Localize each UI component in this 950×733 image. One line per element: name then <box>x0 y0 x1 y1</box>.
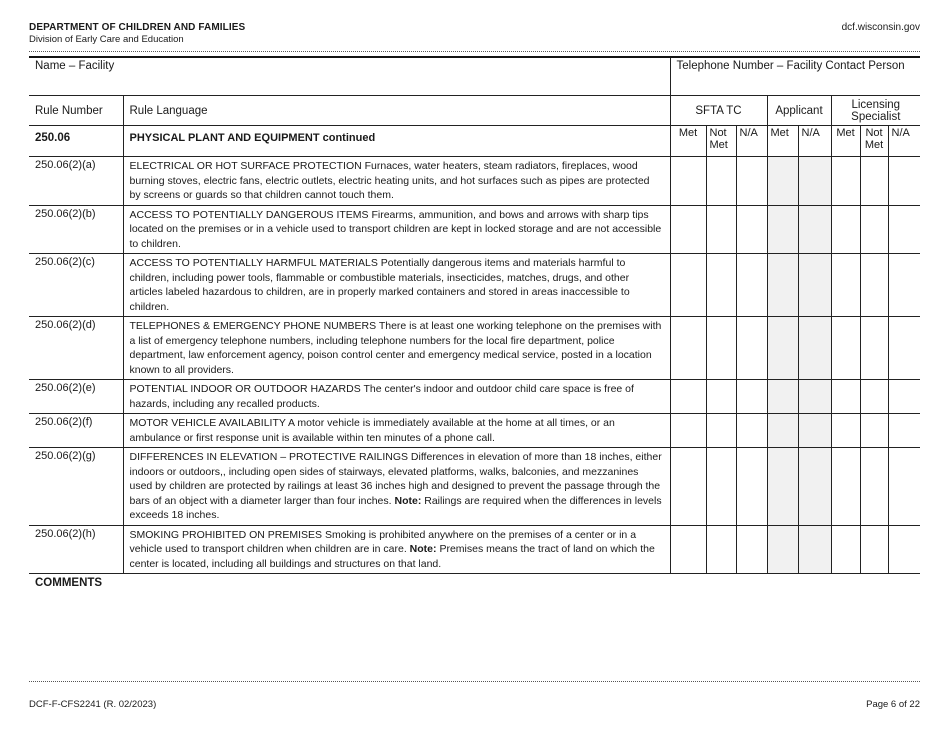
licensing-not-met-checkbox[interactable] <box>860 317 888 380</box>
rule-language <box>123 317 670 380</box>
sfta-met-checkbox[interactable] <box>670 414 706 448</box>
sfta-na-checkbox[interactable] <box>736 317 767 380</box>
sfta-met-checkbox[interactable] <box>670 254 706 317</box>
rule-language <box>123 205 670 254</box>
rule-language <box>123 157 670 206</box>
applicant-na-checkbox[interactable] <box>798 380 831 414</box>
rule-text: MOTOR VEHICLE AVAILABILITY A motor vehicle is immediately available at the home at all times, or an ambulance or first response unit is available within ten minutes of a phone call. <box>129 417 615 444</box>
sfta-met-checkbox[interactable] <box>670 317 706 380</box>
licensing-na-subheader: N/A <box>888 126 920 157</box>
applicant-met-checkbox[interactable] <box>767 448 798 526</box>
applicant-met-checkbox[interactable] <box>767 205 798 254</box>
applicant-met-checkbox[interactable] <box>767 157 798 206</box>
sfta-not-met-checkbox[interactable] <box>706 414 736 448</box>
rule-number: 250.06(2)(h) <box>29 525 123 574</box>
sfta-not-met-checkbox[interactable] <box>706 380 736 414</box>
applicant-na-checkbox[interactable] <box>798 317 831 380</box>
applicant-met-checkbox[interactable] <box>767 414 798 448</box>
rule-number: 250.06(2)(e) <box>29 380 123 414</box>
note-text: Railings are required when the differences in levels exceeds 18 inches. <box>129 494 662 521</box>
applicant-na-checkbox[interactable] <box>798 525 831 574</box>
rule-text: SMOKING PROHIBITED ON PREMISES Smoking is prohibited anywhere on the premises of a center or in a vehicle used to transport children when children are in care. <box>129 528 637 555</box>
sfta-not-met-checkbox[interactable] <box>706 205 736 254</box>
section-number: 250.06 <box>29 126 123 157</box>
sfta-met-subheader: Met <box>670 126 706 157</box>
rule-number: 250.06(2)(a) <box>29 157 123 206</box>
agency-name: DEPARTMENT OF CHILDREN AND FAMILIES <box>29 22 246 33</box>
rule-row <box>29 414 920 448</box>
rule-checklist-table <box>29 56 920 592</box>
website-link[interactable]: dcf.wisconsin.gov <box>841 22 920 33</box>
rule-row <box>29 254 920 317</box>
sfta-not-met-checkbox[interactable] <box>706 525 736 574</box>
licensing-not-met-checkbox[interactable] <box>860 157 888 206</box>
rule-language <box>123 380 670 414</box>
facility-name-field[interactable] <box>29 57 670 96</box>
rule-text: ACCESS TO POTENTIALLY DANGEROUS ITEMS Firearms, ammunition, and bows and arrows with sharp tips located on the premises or in a vehicle used to transport children are kept in locked storage and are not accessible to children. <box>129 208 662 250</box>
licensing-not-met-checkbox[interactable] <box>860 448 888 526</box>
sfta-met-checkbox[interactable] <box>670 525 706 574</box>
page-number: Page 6 of 22 <box>866 699 920 710</box>
licensing-met-checkbox[interactable] <box>831 254 860 317</box>
applicant-na-checkbox[interactable] <box>798 414 831 448</box>
sfta-na-checkbox[interactable] <box>736 157 767 206</box>
rule-language-header: Rule Language <box>123 96 670 126</box>
telephone-field[interactable] <box>670 57 920 96</box>
licensing-met-checkbox[interactable] <box>831 317 860 380</box>
licensing-met-checkbox[interactable] <box>831 414 860 448</box>
licensing-not-met-checkbox[interactable] <box>860 380 888 414</box>
licensing-specialist-header: Licensing Specialist <box>831 96 920 126</box>
licensing-met-checkbox[interactable] <box>831 157 860 206</box>
licensing-met-checkbox[interactable] <box>831 448 860 526</box>
licensing-na-checkbox[interactable] <box>888 380 920 414</box>
telephone-label: Telephone Number – Facility Contact Person <box>676 60 905 72</box>
comments-row <box>29 574 920 593</box>
column-header-row <box>29 96 920 126</box>
licensing-met-checkbox[interactable] <box>831 205 860 254</box>
applicant-met-checkbox[interactable] <box>767 380 798 414</box>
rule-row <box>29 157 920 206</box>
note-text: Premises means the tract of land on which the center is located, including all buildings and structures on that land. <box>129 543 655 570</box>
sfta-met-checkbox[interactable] <box>670 205 706 254</box>
rule-language <box>123 525 670 574</box>
licensing-na-checkbox[interactable] <box>888 448 920 526</box>
sfta-na-checkbox[interactable] <box>736 414 767 448</box>
licensing-not-met-checkbox[interactable] <box>860 205 888 254</box>
sfta-not-met-checkbox[interactable] <box>706 448 736 526</box>
sfta-na-checkbox[interactable] <box>736 205 767 254</box>
licensing-met-checkbox[interactable] <box>831 525 860 574</box>
sfta-na-checkbox[interactable] <box>736 254 767 317</box>
sfta-met-checkbox[interactable] <box>670 157 706 206</box>
licensing-na-checkbox[interactable] <box>888 414 920 448</box>
applicant-na-subheader: N/A <box>798 126 831 157</box>
rule-text: ELECTRICAL OR HOT SURFACE PROTECTION Furnaces, water heaters, steam radiators, fireplaces, wood burning stoves, electric fans, electric outlets, electric heating units, and hot surfaces such as pipes are protected by screens or guards so that children cannot touch them. <box>129 160 650 201</box>
licensing-not-met-subheader: Not Met <box>860 126 888 157</box>
note-label: Note: <box>409 543 437 555</box>
rule-language <box>123 254 670 317</box>
rule-number: 250.06(2)(d) <box>29 317 123 380</box>
applicant-met-checkbox[interactable] <box>767 525 798 574</box>
applicant-na-checkbox[interactable] <box>798 157 831 206</box>
rule-number-header: Rule Number <box>29 96 123 126</box>
sfta-met-checkbox[interactable] <box>670 448 706 526</box>
rule-number: 250.06(2)(f) <box>29 414 123 448</box>
sfta-met-checkbox[interactable] <box>670 380 706 414</box>
rule-number: 250.06(2)(g) <box>29 448 123 526</box>
licensing-na-checkbox[interactable] <box>888 157 920 206</box>
section-title: PHYSICAL PLANT AND EQUIPMENT continued <box>123 126 670 157</box>
facility-name-label: Name – Facility <box>35 60 115 72</box>
sfta-na-subheader: N/A <box>736 126 767 157</box>
licensing-not-met-checkbox[interactable] <box>860 414 888 448</box>
sfta-not-met-checkbox[interactable] <box>706 317 736 380</box>
applicant-na-checkbox[interactable] <box>798 448 831 526</box>
rule-row <box>29 525 920 574</box>
rule-text: TELEPHONES & EMERGENCY PHONE NUMBERS There is at least one working telephone on the premises with a list of emergency telephone numbers, including telephone numbers for the local fire department, police department, law enforcement agency, poison control center and emergency medical service, posted in a location known to all providers. <box>129 320 662 376</box>
note-label: Note: <box>394 494 422 507</box>
section-header-row <box>29 126 920 157</box>
applicant-met-checkbox[interactable] <box>767 254 798 317</box>
licensing-not-met-checkbox[interactable] <box>860 525 888 574</box>
form-number: DCF-F-CFS2241 (R. 02/2023) <box>29 699 157 710</box>
rule-row <box>29 205 920 254</box>
rule-language <box>123 414 670 448</box>
rule-row <box>29 317 920 380</box>
sfta-not-met-subheader: Not Met <box>706 126 736 157</box>
applicant-na-checkbox[interactable] <box>798 205 831 254</box>
sfta-na-checkbox[interactable] <box>736 380 767 414</box>
sfta-not-met-checkbox[interactable] <box>706 254 736 317</box>
rule-text: DIFFERENCES IN ELEVATION – PROTECTIVE RAILINGS Differences in elevation of more than 18 inches, either indoors or outdoors,, including open sides of stairways, elevated platforms, walks, balconies, and mezzanines used by children are protected by railings at least 36 inches high and designed to prevent the passage through the bars of an object with a diameter larger than four inches. <box>129 451 662 507</box>
facility-info-row <box>29 57 920 96</box>
rule-language <box>123 448 670 526</box>
licensing-na-checkbox[interactable] <box>888 254 920 317</box>
footer-divider <box>29 681 920 682</box>
rule-text: ACCESS TO POTENTIALLY HARMFUL MATERIALS Potentially dangerous items and materials harmful to children, including power tools, flammable or combustible materials, insecticides, matches, drugs, and other articles labeled hazardous to children, are in properly marked containers and stored in areas inaccessible to children. <box>129 257 630 313</box>
rule-row <box>29 448 920 526</box>
header-divider <box>29 51 920 52</box>
applicant-header: Applicant <box>767 96 831 126</box>
sfta-na-checkbox[interactable] <box>736 448 767 526</box>
licensing-met-checkbox[interactable] <box>831 380 860 414</box>
licensing-not-met-checkbox[interactable] <box>860 254 888 317</box>
applicant-na-checkbox[interactable] <box>798 254 831 317</box>
licensing-na-checkbox[interactable] <box>888 317 920 380</box>
division-name: Division of Early Care and Education <box>29 34 184 45</box>
comments-label: COMMENTS <box>29 574 920 593</box>
sfta-na-checkbox[interactable] <box>736 525 767 574</box>
licensing-na-checkbox[interactable] <box>888 525 920 574</box>
rule-text: POTENTIAL INDOOR OR OUTDOOR HAZARDS The center's indoor and outdoor child care space is free of hazards, including any recalled products. <box>129 383 634 410</box>
applicant-met-subheader: Met <box>767 126 798 157</box>
sfta-not-met-checkbox[interactable] <box>706 157 736 206</box>
sfta-tc-header: SFTA TC <box>670 96 767 126</box>
rule-number: 250.06(2)(c) <box>29 254 123 317</box>
licensing-na-checkbox[interactable] <box>888 205 920 254</box>
rule-number: 250.06(2)(b) <box>29 205 123 254</box>
applicant-met-checkbox[interactable] <box>767 317 798 380</box>
rule-row <box>29 380 920 414</box>
licensing-met-subheader: Met <box>831 126 860 157</box>
